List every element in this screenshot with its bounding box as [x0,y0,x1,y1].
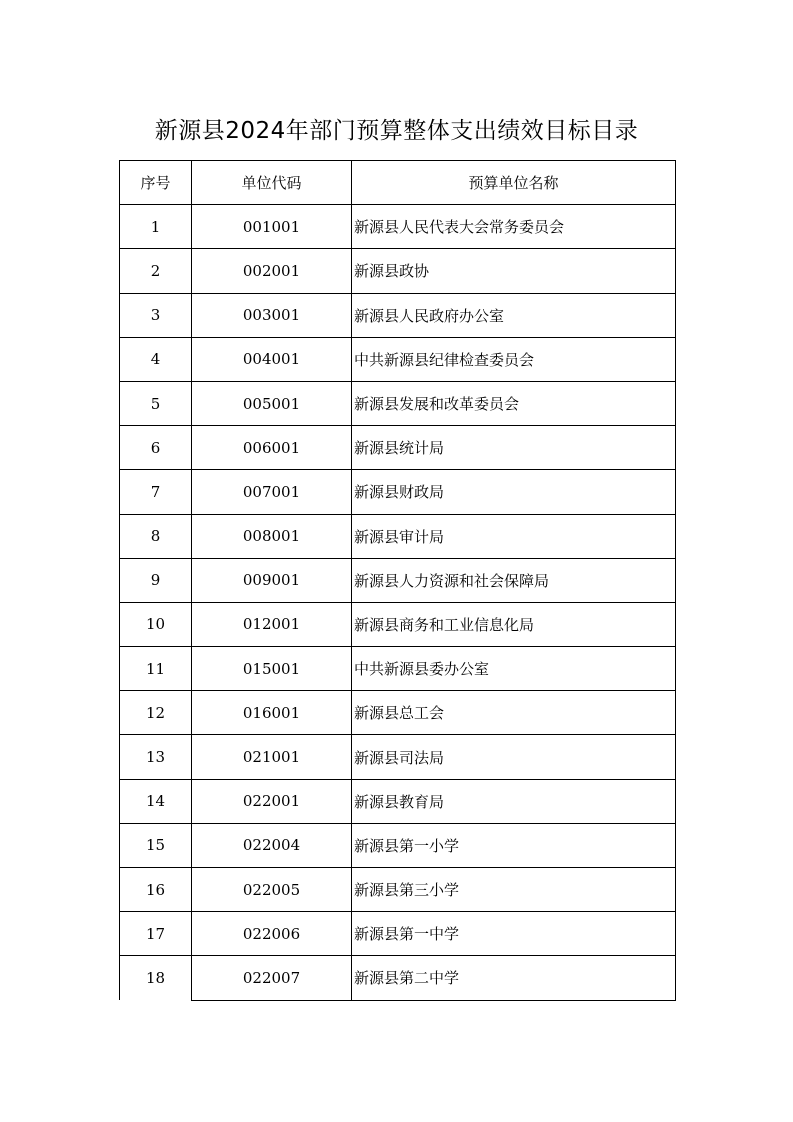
header-index: 序号 [120,161,192,205]
row-index: 7 [120,470,192,514]
row-index: 12 [120,691,192,735]
row-index: 5 [120,381,192,425]
row-unit-code: 007001 [192,470,352,514]
row-unit-name: 新源县第一中学 [352,912,676,956]
row-unit-name: 新源县审计局 [352,514,676,558]
row-index: 11 [120,647,192,691]
row-unit-name: 新源县财政局 [352,470,676,514]
table-row [120,205,676,249]
row-unit-name: 新源县第一小学 [352,823,676,867]
row-index: 4 [120,337,192,381]
row-unit-name: 新源县教育局 [352,779,676,823]
budget-unit-table [119,160,676,1001]
row-unit-name: 新源县总工会 [352,691,676,735]
table-row [120,337,676,381]
table-row [120,912,676,956]
row-unit-code: 001001 [192,205,352,249]
row-index: 15 [120,823,192,867]
row-unit-name: 新源县发展和改革委员会 [352,381,676,425]
table-row [120,956,676,1000]
row-unit-name: 新源县政协 [352,249,676,293]
table-row [120,779,676,823]
table-row [120,602,676,646]
row-unit-code: 016001 [192,691,352,735]
row-unit-name: 中共新源县纪律检查委员会 [352,337,676,381]
table-row [120,647,676,691]
row-unit-code: 022004 [192,823,352,867]
header-unit-code: 单位代码 [192,161,352,205]
row-index: 17 [120,912,192,956]
row-unit-name: 新源县第三小学 [352,868,676,912]
table-row [120,293,676,337]
row-index: 10 [120,602,192,646]
row-unit-code: 015001 [192,647,352,691]
table-row [120,735,676,779]
row-unit-name: 中共新源县委办公室 [352,647,676,691]
row-index: 8 [120,514,192,558]
row-index: 1 [120,205,192,249]
row-unit-code: 005001 [192,381,352,425]
row-unit-code: 022005 [192,868,352,912]
row-index: 3 [120,293,192,337]
row-index: 18 [120,956,192,1000]
table-row [120,691,676,735]
table-row [120,249,676,293]
row-unit-code: 022006 [192,912,352,956]
row-unit-code: 022001 [192,779,352,823]
row-unit-code: 021001 [192,735,352,779]
row-unit-name: 新源县人民代表大会常务委员会 [352,205,676,249]
row-unit-code: 004001 [192,337,352,381]
row-index: 6 [120,426,192,470]
header-unit-name: 预算单位名称 [352,161,676,205]
table-row [120,868,676,912]
row-index: 9 [120,558,192,602]
row-index: 16 [120,868,192,912]
row-unit-name: 新源县司法局 [352,735,676,779]
row-index: 13 [120,735,192,779]
page-title: 新源县2024年部门预算整体支出绩效目标目录 [154,118,639,144]
table-row [120,514,676,558]
row-unit-name: 新源县第二中学 [352,956,676,1000]
table-row [120,426,676,470]
table-header-row [120,161,676,205]
row-unit-name: 新源县人力资源和社会保障局 [352,558,676,602]
row-unit-code: 002001 [192,249,352,293]
row-unit-code: 006001 [192,426,352,470]
row-index: 2 [120,249,192,293]
table-row [120,381,676,425]
row-unit-code: 022007 [192,956,352,1000]
table-row [120,823,676,867]
row-unit-name: 新源县统计局 [352,426,676,470]
table-row [120,470,676,514]
row-unit-code: 003001 [192,293,352,337]
row-index: 14 [120,779,192,823]
row-unit-name: 新源县人民政府办公室 [352,293,676,337]
table-row [120,558,676,602]
row-unit-name: 新源县商务和工业信息化局 [352,602,676,646]
row-unit-code: 009001 [192,558,352,602]
row-unit-code: 012001 [192,602,352,646]
row-unit-code: 008001 [192,514,352,558]
